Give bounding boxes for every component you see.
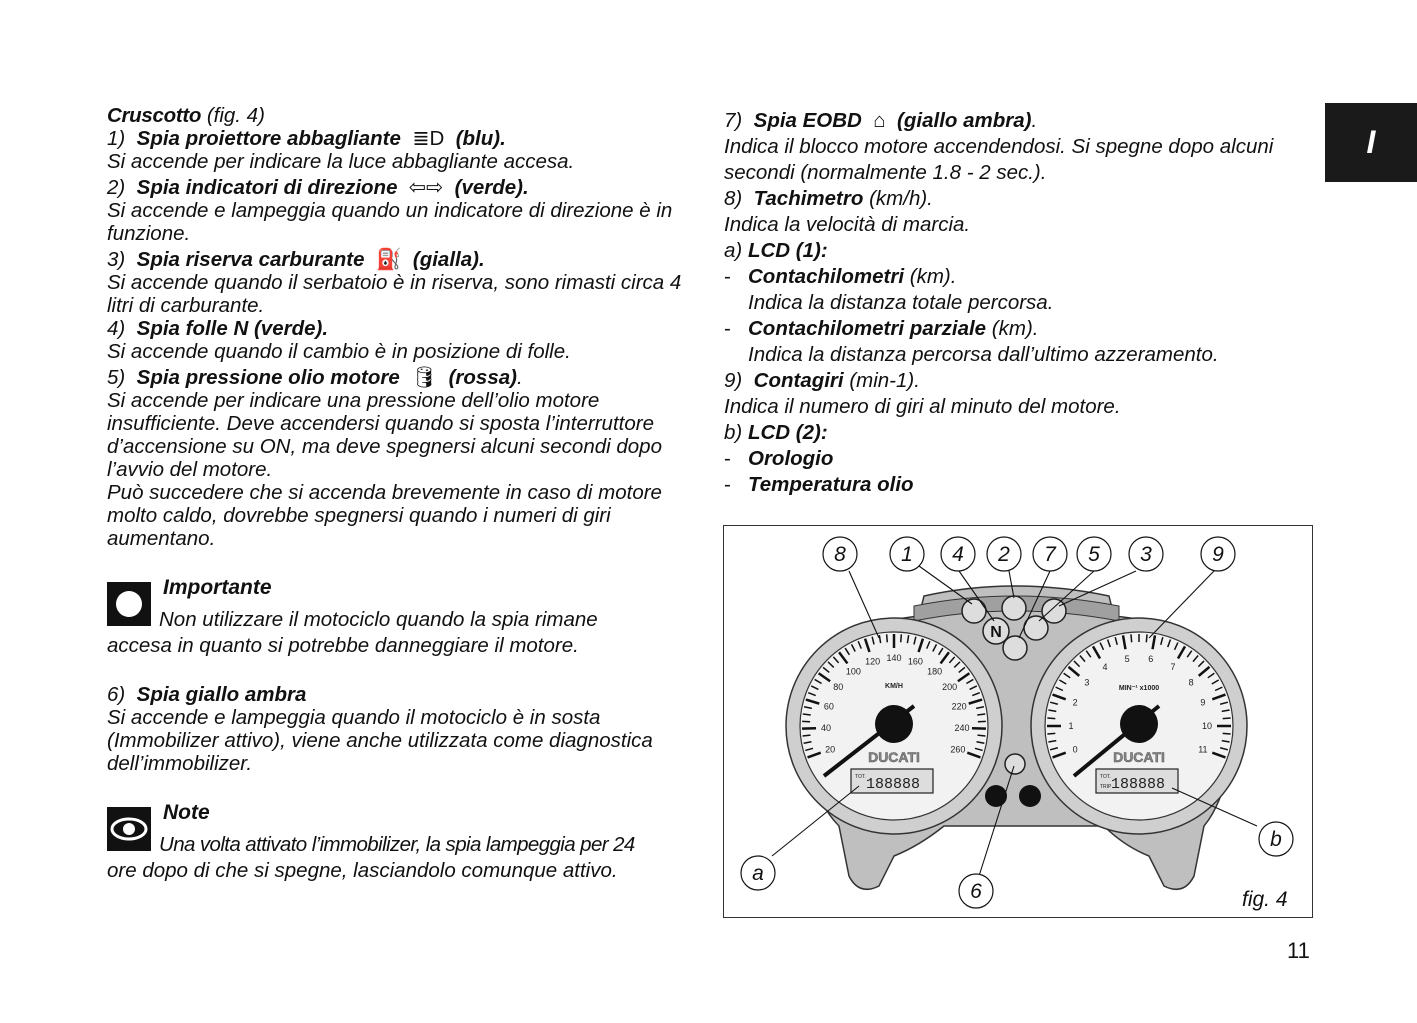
item-8-heading: 8) Tachimetro (km/h). — [724, 187, 933, 210]
tacho-hub — [1120, 705, 1158, 743]
item-5-heading: 5) Spia pressione olio motore 🛢 (rossa). — [107, 366, 523, 389]
lamp-high-beam — [962, 599, 986, 623]
dashboard-illustration — [724, 526, 1312, 917]
speedo-label: 200 — [942, 681, 958, 692]
item-2-heading: 2) Spia indicatori di direzione ⇦⇨ (verde). — [107, 176, 529, 199]
tacho-brand: DUCATI — [1113, 749, 1165, 765]
tacho-label: 2 — [1072, 697, 1078, 708]
language-tab: I — [1325, 103, 1417, 182]
speedo-tick — [978, 735, 986, 736]
lcd2-heading: b) LCD (2): — [724, 421, 828, 444]
engine-check-icon: ⌂ — [867, 109, 892, 132]
tacho-label: 0 — [1072, 744, 1078, 755]
speedo-label: 20 — [825, 744, 836, 755]
item-5-text-2: Può succedere che si accenda brevemente in caso di motore molto caldo, dovrebbe spegnersi quando i numeri di giri aumentano. — [107, 481, 662, 550]
speedo-label: 160 — [907, 656, 923, 667]
page-number: 11 — [1287, 938, 1310, 963]
speedo-tick — [803, 714, 811, 715]
speedo-label: 220 — [951, 701, 967, 712]
lcd1-item-trip: - Contachilometri parziale (km). — [724, 317, 1039, 340]
tacho-tick — [1131, 634, 1132, 642]
tacho-tick — [1223, 718, 1231, 719]
tacho-label: 7 — [1170, 662, 1176, 673]
lcd-1-label: TOT. — [855, 774, 866, 780]
lcd-2-label-2: TRIP — [1100, 784, 1112, 790]
speedo-label: 180 — [927, 666, 943, 677]
item-8-text: Indica la velocità di marcia. — [724, 213, 971, 236]
lcd2-item-oil-temp: - Temperatura olio — [724, 473, 914, 496]
oil-pressure-icon: 🛢 — [405, 366, 443, 389]
speedo-unit: KM/H — [885, 683, 903, 690]
speedo-hub — [875, 705, 913, 743]
speedo-tick — [887, 634, 888, 642]
speedo-tick — [901, 634, 902, 642]
lamp-turn — [1002, 596, 1026, 620]
lcd1-heading: a) LCD (1): — [724, 239, 828, 262]
speedo-label: 120 — [865, 656, 881, 667]
callout-a: a — [752, 862, 764, 885]
item-3-text: Si accende quando il serbatoio è in riserva, sono rimasti circa 4 litri di carburante. — [107, 271, 682, 317]
item-7-text: Indica il blocco motore accendendosi. Si spegne dopo alcuni secondi (normalmente 1.8 - 2 sec.). — [724, 135, 1274, 184]
important-box-title: Importante — [107, 574, 707, 608]
item-1-heading: 1) Spia proiettore abbagliante ≣D (blu). — [107, 127, 506, 150]
lcd1-item-trip-text: Indica la distanza percorsa dall’ultimo azzeramento. — [748, 343, 1219, 366]
tacho-label: 5 — [1124, 654, 1130, 665]
speedo-tick — [977, 714, 985, 715]
callout-5: 5 — [1088, 543, 1100, 566]
fuel-icon: ⛽ — [370, 248, 408, 271]
callout-3: 3 — [1140, 543, 1152, 566]
speedo-label: 140 — [886, 653, 902, 663]
callout-2: 2 — [998, 543, 1010, 566]
important-line-1: Non utilizzare il motociclo quando la spia rimane — [159, 608, 598, 631]
lcd1-item-odometer: - Contachilometri (km). — [724, 265, 957, 288]
item-4-text: Si accende quando il cambio è in posizione di folle. — [107, 340, 571, 363]
neutral-n-glyph: N — [990, 624, 1002, 641]
callout-b: b — [1270, 828, 1282, 851]
important-line-2: accesa in quanto si potrebbe danneggiare il motore. — [107, 634, 579, 657]
speedo-tick — [803, 735, 811, 736]
item-3-heading: 3) Spia riserva carburante ⛽ (gialla). — [107, 248, 485, 271]
tacho-unit: MIN⁻¹ x1000 — [1118, 685, 1160, 692]
speedo-label: 240 — [954, 722, 970, 733]
lamp-fuel — [1042, 599, 1066, 623]
callout-7: 7 — [1044, 543, 1056, 566]
speedo-label: 260 — [950, 744, 966, 755]
right-column — [724, 108, 1324, 498]
tacho-label: 3 — [1084, 677, 1090, 688]
callout-8: 8 — [834, 543, 846, 566]
item-5-text: Si accende per indicare una pressione dell’olio motore insufficiente. Deve accendersi quando si sposta l’interruttore d’accensione su ON, ma deve spegnersi alcuni secondi dopo l’avvio del motore. — [107, 389, 662, 481]
section-title: Cruscotto (fig. 4) — [107, 104, 265, 127]
note-line-1: Una volta attivato l’immobilizer, la spia lampeggia per 24 — [159, 833, 635, 856]
tacho-label: 1 — [1068, 721, 1074, 731]
callout-6: 6 — [970, 880, 982, 903]
speedo-brand: DUCATI — [868, 749, 920, 765]
turn-signal-icon: ⇦⇨ — [403, 176, 449, 199]
lcd-2-value: 188888 — [1110, 776, 1166, 793]
left-column — [107, 104, 707, 882]
callout-1: 1 — [901, 543, 913, 566]
lcd2-item-clock: - Orologio — [724, 447, 834, 470]
lcd-1-value: 188888 — [865, 776, 921, 793]
item-9-text: Indica il numero di giri al minuto del motore. — [724, 395, 1121, 418]
item-6-text: Si accende e lampeggia quando il motociclo è in sosta (Immobilizer attivo), viene anche utilizzata come diagnostica dell’immobilizer. — [107, 706, 653, 775]
immobilizer-lamp-6 — [1005, 754, 1025, 774]
speedo-label: 100 — [845, 666, 861, 677]
speedo-label: 60 — [823, 701, 834, 712]
warning-icon — [107, 582, 151, 626]
lcd1-item-odometer-text: Indica la distanza totale percorsa. — [748, 291, 1054, 314]
item-4-heading: 4) Spia folle N (verde). — [107, 317, 329, 340]
speedo-label: 80 — [833, 681, 844, 692]
dashboard-figure — [723, 525, 1313, 918]
tacho-tick — [1047, 733, 1055, 734]
lamp-eobd — [1003, 636, 1027, 660]
knob-left — [985, 785, 1007, 807]
lcd-2-label: TOT. — [1100, 774, 1111, 780]
note-line-2: ore dopo di che si spegne, lasciandolo comunque attivo. — [107, 859, 618, 882]
note-box-title: Note — [107, 799, 707, 833]
item-1-text: Si accende per indicare la luce abbagliante accesa. — [107, 150, 575, 173]
item-2-text: Si accende e lampeggia quando un indicatore di direzione è in funzione. — [107, 199, 673, 245]
tacho-tick — [1223, 733, 1231, 734]
tacho-label: 8 — [1188, 677, 1194, 688]
tacho-label: 4 — [1102, 662, 1108, 673]
item-6-heading: 6) Spia giallo ambra — [107, 683, 307, 706]
item-9-heading: 9) Contagiri (min-1). — [724, 369, 920, 392]
tacho-label: 6 — [1148, 654, 1154, 665]
tacho-tick — [1146, 634, 1147, 642]
high-beam-icon: ≣D — [406, 127, 450, 150]
callout-9: 9 — [1212, 543, 1224, 566]
tacho-label: 10 — [1201, 721, 1213, 731]
callout-4: 4 — [952, 543, 964, 566]
tacho-label: 9 — [1200, 697, 1206, 708]
figure-caption: fig. 4 — [1242, 888, 1288, 911]
item-7-heading: 7) Spia EOBD ⌂ (giallo ambra). — [724, 109, 1038, 132]
tacho-tick — [1047, 718, 1055, 719]
eye-icon — [107, 807, 151, 851]
speedo-label: 40 — [821, 722, 832, 733]
knob-right — [1019, 785, 1041, 807]
tacho-label: 11 — [1198, 744, 1208, 755]
